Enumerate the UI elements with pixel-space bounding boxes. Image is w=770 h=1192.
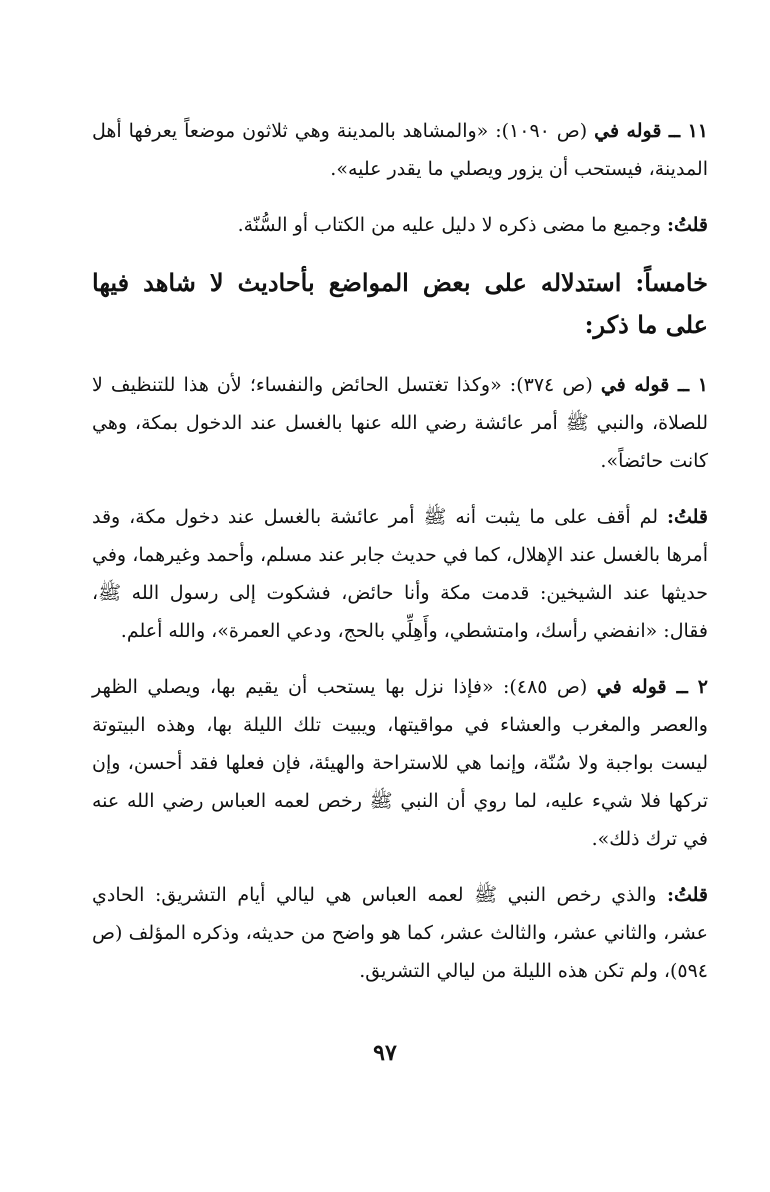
paragraph-text: (ص ١٠٩٠): «والمشاهد بالمدينة وهي ثلاثون موضعاً يعرفها أهل المدينة، فيستحب أن يزور ويصلي ما يقدر عليه». (92, 120, 708, 180)
comment-paragraph (92, 498, 708, 650)
section-heading: خامساً: استدلاله على بعض المواضع بأحاديث لا شاهد فيها على ما ذكر: (92, 268, 708, 339)
paragraph-item-1 (92, 366, 708, 480)
paragraph-text: والذي رخص النبي ﷺ لعمه العباس هي ليالي أيام التشريق: الحادي عشر، والثاني عشر، والثالث عشر، كما هو واضح من حديثه، وذكره المؤلف (ص ٥٩٤)، ولم تكن هذه الليلة من ليالي التشريق. (92, 884, 708, 982)
paragraph-lead: قلتُ: (666, 506, 708, 528)
paragraph-item-11 (92, 112, 708, 188)
paragraph-lead: قلتُ: (666, 214, 708, 236)
comment-paragraph (92, 876, 708, 990)
paragraph-lead: ١١ ــ قوله في (594, 120, 708, 142)
paragraph-text: وجميع ما مضى ذكره لا دليل عليه من الكتاب أو السُّنّة. (237, 214, 667, 236)
paragraph-lead: ١ ــ قوله في (600, 374, 708, 396)
page-number: ٩٧ (373, 1040, 397, 1066)
paragraph-text: (ص ٤٨٥): «فإذا نزل بها يستحب أن يقيم بها، ويصلي الظهر والعصر والمغرب والعشاء في مواقيتها، ويبيت تلك الليلة بها، وهذه البيتوتة ليست بواجبة ولا سُنّة، وإنما هي للاستراحة والهيئة، فإن فعلها فقد أحسن، وإن تركها فلا شيء عليه، لما روي أن النبي ﷺ رخص لعمه العباس رضي الله عنه في ترك ذلك». (92, 676, 708, 850)
paragraph-lead: قلتُ: (666, 884, 708, 906)
paragraph-lead: ٢ ــ قوله في (596, 676, 709, 698)
paragraph-text: (ص ٣٧٤): «وكذا تغتسل الحائض والنفساء؛ لأن هذا للتنظيف لا للصلاة، والنبي ﷺ أمر عائشة رضي الله عنها بالغسل عند الدخول بمكة، وهي كانت حائضاً». (92, 374, 708, 472)
comment-paragraph (92, 206, 708, 244)
paragraph-text: لم أقف على ما يثبت أنه ﷺ أمر عائشة بالغسل عند دخول مكة، وقد أمرها بالغسل عند الإهلال، كما في حديث جابر عند مسلم، وأحمد وغيرهما، وفي حديثها عند الشيخين: قدمت مكة وأنا حائض، فشكوت إلى رسول الله ﷺ، فقال: «انفضي رأسك، وامتشطي، وأَهِلِّي بالحج، ودعي العمرة»، والله أعلم. (92, 506, 708, 642)
paragraph-item-2 (92, 668, 708, 858)
page-body (92, 112, 708, 1008)
